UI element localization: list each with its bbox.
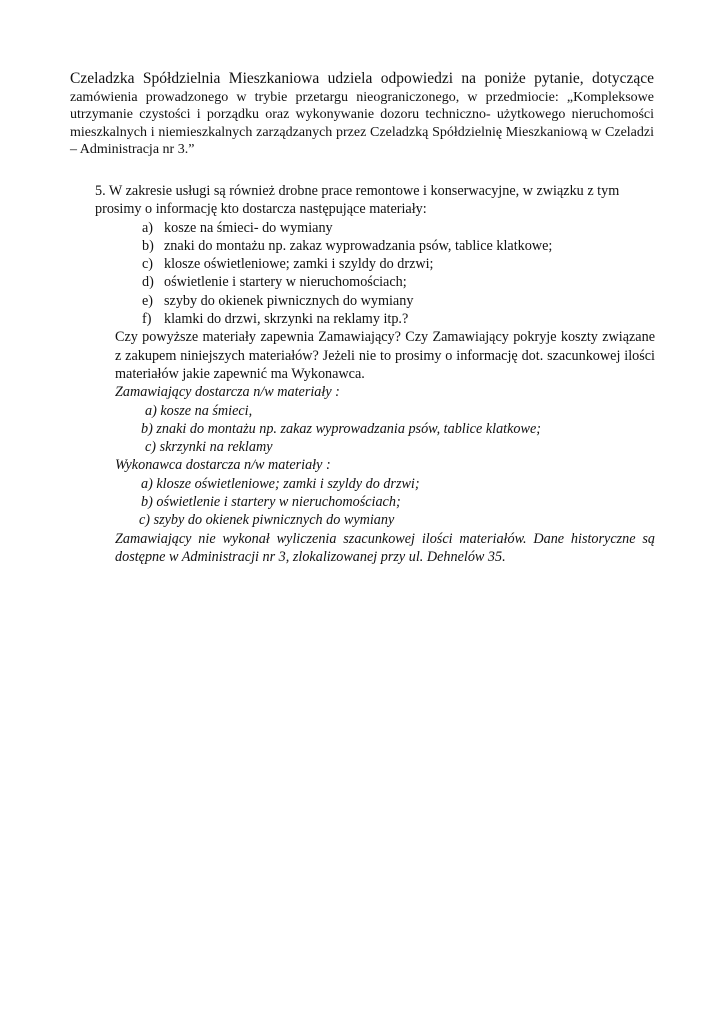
- answer-zamawiajacy-heading: Zamawiający dostarcza n/w materiały :: [115, 384, 340, 401]
- list-marker: c): [142, 256, 154, 273]
- list-item: [142, 292, 655, 310]
- question-section: [95, 182, 655, 566]
- list-marker: f): [142, 311, 152, 328]
- list-item: [142, 255, 655, 273]
- list-marker: a): [142, 219, 154, 236]
- answer-wykonawca-item: b) oświetlenie i startery w nieruchomościach;: [141, 494, 401, 511]
- question-text: 5. W zakresie usługi są również drobne prace remontowe i konserwacyjne, w związku z tym prosimy o informację kto dostarcza następujące materiały:: [95, 183, 620, 218]
- list-text: znaki do montażu np. zakaz wyprowadzania psów, tablice klatkowe;: [164, 237, 553, 254]
- answer-wykonawca-heading: Wykonawca dostarcza n/w materiały :: [115, 457, 331, 474]
- intro-first-line: Czeladzka Spółdzielnia Mieszkaniowa udziela odpowiedzi na poniże pytanie, dotyczące: [70, 70, 654, 87]
- list-item: [142, 310, 655, 328]
- materials-list: [95, 219, 655, 329]
- answer-wykonawca-item: c) szyby do okienek piwnicznych do wymiany: [139, 512, 395, 529]
- answer-wykonawca-item: a) klosze oświetleniowe; zamki i szyldy do drzwi;: [141, 475, 420, 492]
- list-text: oświetlenie i startery w nieruchomościach;: [164, 274, 407, 291]
- list-item: [142, 273, 655, 291]
- list-text: szyby do okienek piwnicznych do wymiany: [164, 292, 414, 309]
- intro-rest: zamówienia prowadzonego w trybie przetargu nieograniczonego, w przedmiocie: „Kompleksowe utrzymanie czystości i porządku oraz wykonywanie dozoru techniczno- użytkowego nieruchomości mieszkalnych i niemieszkalnych zarządzanych przez Czeladzką Spółdzielnię Mieszkaniową w Czeladzi – Administracja nr 3.”: [70, 89, 654, 157]
- list-text: klosze oświetleniowe; zamki i szyldy do drzwi;: [164, 256, 434, 273]
- list-item: [142, 219, 655, 237]
- list-text: klamki do drzwi, skrzynki na reklamy itp.?: [164, 311, 409, 328]
- list-text: kosze na śmieci- do wymiany: [164, 219, 333, 236]
- question-followup: Czy powyższe materiały zapewnia Zamawiający? Czy Zamawiający pokryje koszty związane z zakupem niniejszych materiałów? Jeżeli nie to prosimy o informację dot. szacunkowej ilości materiałów jakie zapewnić ma Wykonawca.: [115, 329, 655, 382]
- intro-paragraph: [70, 70, 654, 159]
- answer-zamawiajacy-item: b) znaki do montażu np. zakaz wyprowadzania psów, tablice klatkowe;: [141, 420, 541, 437]
- list-marker: b): [142, 237, 154, 254]
- answer-closing: Zamawiający nie wykonał wyliczenia szacunkowej ilości materiałów. Dane historyczne są dostępne w Administracji nr 3, zlokalizowanej przy ul. Dehnelów 35.: [115, 530, 655, 565]
- list-marker: d): [142, 274, 154, 291]
- list-item: [142, 237, 655, 255]
- list-marker: e): [142, 292, 154, 309]
- answer-zamawiajacy-item: c) skrzynki na reklamy: [145, 439, 273, 456]
- answer-zamawiajacy-item: a) kosze na śmieci,: [145, 402, 253, 419]
